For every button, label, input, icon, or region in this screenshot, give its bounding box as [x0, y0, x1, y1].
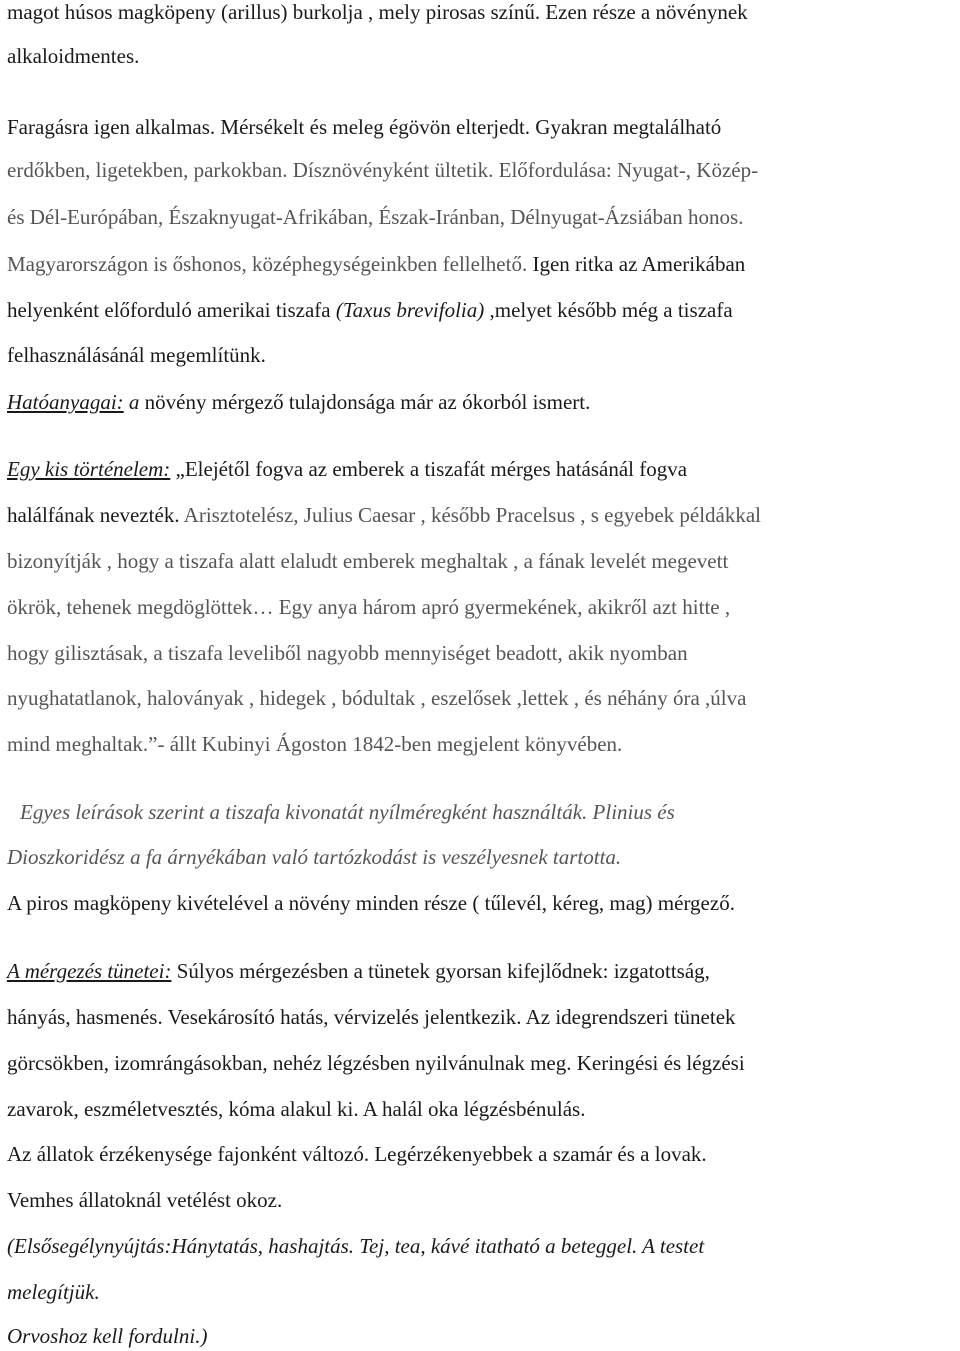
- section-heading-tortenelem: Egy kis történelem:: [7, 457, 171, 481]
- text-line: görcsökben, izomrángásokban, nehéz légzésben nyilvánulnak meg. Keringési és légzési: [7, 1051, 745, 1075]
- text-line: Egyes leírások szerint a tiszafa kivonatát nyílméregként használták. Plinius és: [20, 800, 675, 824]
- text-line: helyenként előforduló amerikai tiszafa (Taxus brevifolia) ,melyet később még a tiszafa: [7, 298, 733, 322]
- text-line: erdőkben, ligetekben, parkokban. Dísznövényként ültetik. Előfordulása: Nyugat-, Közép-: [7, 158, 759, 182]
- text-line: Vemhes állatoknál vetélést okoz.: [7, 1188, 283, 1212]
- text-line: Magyarországon is őshonos, középhegységeinkben fellelhető. Igen ritka az Amerikában: [7, 252, 746, 276]
- text-line: alkaloidmentes.: [7, 44, 140, 68]
- text-line: Hatóanyagai: a növény mérgező tulajdonsága már az ókorból ismert.: [7, 390, 591, 414]
- text-line: (Elsősegélynyújtás:Hánytatás, hashajtás. Tej, tea, kávé itatható a beteggel. A testet: [7, 1234, 705, 1258]
- text-line: és Dél-Európában, Északnyugat-Afrikában, Észak-Iránban, Délnyugat-Ázsiában honos.: [7, 205, 744, 229]
- text-line: hányás, hasmenés. Vesekárosító hatás, vérvizelés jelentkezik. Az idegrendszeri tünetek: [7, 1005, 736, 1029]
- text-line: ökrök, tehenek megdöglöttek… Egy anya három apró gyermekének, akikről azt hitte ,: [7, 595, 731, 619]
- latin-species-name: (Taxus brevifolia): [335, 298, 485, 322]
- text-line: bizonyítják , hogy a tiszafa alatt elaludt emberek meghaltak , a fának levelét megevett: [7, 549, 729, 573]
- text-line: felhasználásánál megemlítünk.: [7, 343, 266, 367]
- text-line: zavarok, eszméletvesztés, kóma alakul ki. A halál oka légzésbénulás.: [7, 1097, 586, 1121]
- text-line: A mérgezés tünetei: Súlyos mérgezésben a tünetek gyorsan kifejlődnek: izgatottság,: [7, 959, 710, 983]
- text-line: Az állatok érzékenysége fajonként változó. Legérzékenyebbek a szamár és a lovak.: [7, 1142, 707, 1166]
- section-heading-hatoanyagai: Hatóanyagai:: [7, 390, 124, 414]
- text-line: Egy kis történelem: „Elejétől fogva az emberek a tiszafát mérges hatásánál fogva: [7, 457, 688, 481]
- text-line: Dioszkoridész a fa árnyékában való tartózkodást is veszélyesnek tartotta.: [7, 845, 622, 869]
- text-line: mind meghaltak.”- állt Kubinyi Ágoston 1842-ben megjelent könyvében.: [7, 732, 623, 756]
- text-line: magot húsos magköpeny (arillus) burkolja , mely pirosas színű. Ezen része a növénynek: [7, 0, 748, 24]
- text-line: nyughatatlanok, haloványak , hidegek , bódultak , eszelősek ,lettek , és néhány óra ,úlva: [7, 686, 747, 710]
- text-line: melegítjük.: [7, 1280, 100, 1304]
- text-line: A piros magköpeny kivételével a növény minden része ( tűlevél, kéreg, mag) mérgező.: [7, 891, 735, 915]
- section-heading-tunetek: A mérgezés tünetei:: [7, 959, 172, 983]
- text-line: hogy gilisztásak, a tiszafa leveliből nagyobb mennyiséget beadott, akik nyomban: [7, 641, 688, 665]
- text-line: halálfának nevezték. Arisztotelész, Julius Caesar , később Pracelsus , s egyebek példákkal: [7, 503, 762, 527]
- text-line: Orvoshoz kell fordulni.): [7, 1324, 208, 1348]
- text-line: Faragásra igen alkalmas. Mérsékelt és meleg égövön elterjedt. Gyakran megtalálható: [7, 115, 722, 139]
